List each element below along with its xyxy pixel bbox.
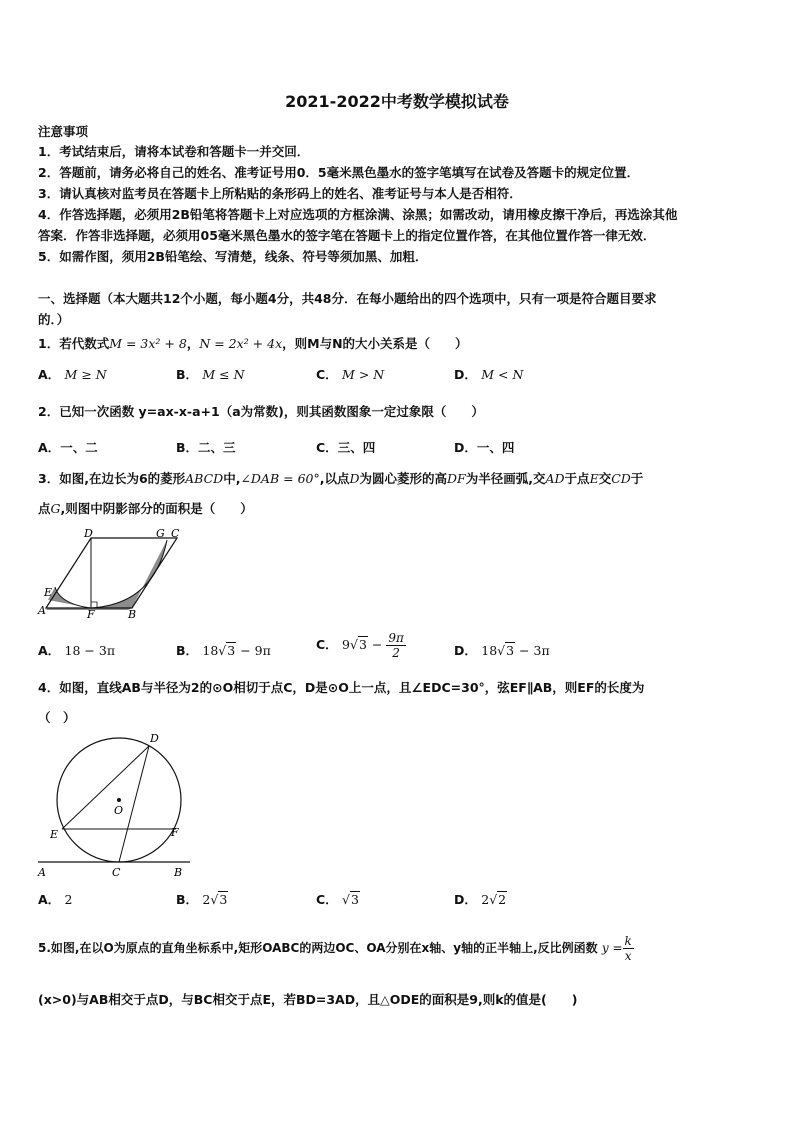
notice-item-3: 3．请认真核对监考员在答题卡上所粘贴的条形码上的姓名、准考证号与本人是否相符． bbox=[38, 186, 522, 201]
q3-rhombus-figure bbox=[36, 528, 196, 620]
q3-option-b: B． 18√3 − 9π bbox=[176, 643, 271, 658]
q2-option-b: B．二、三 bbox=[176, 440, 236, 455]
q4-label-c: C bbox=[112, 866, 121, 878]
notice-heading: 注意事项 bbox=[38, 124, 89, 139]
q3-label-f: F bbox=[87, 608, 95, 620]
q4-option-b: B． 2√3 bbox=[176, 892, 228, 907]
q4-label-f: F bbox=[171, 826, 179, 839]
q3-stem-cont: 点G,则图中阴影部分的面积是（ ） bbox=[38, 501, 253, 516]
q3-option-a: A． 18 − 3π bbox=[38, 643, 116, 658]
q4-option-a: A． 2 bbox=[38, 892, 73, 907]
notice-item-1: 1．考试结束后，请将本试卷和答题卡一并交回． bbox=[38, 144, 310, 159]
q2-option-d: D．一、四 bbox=[454, 440, 515, 455]
q4-chord-ed bbox=[62, 746, 149, 829]
q3-option-c: C． 9√3 − $\frac{9\pi}{2}$ bbox=[316, 631, 404, 660]
q4-center-dot bbox=[117, 798, 121, 802]
q4-label-b: B bbox=[174, 866, 183, 878]
q1-m-expr: M = 3x² + 8 bbox=[109, 336, 187, 351]
notice-item-2: 2．答题前，请务必将自己的姓名、准考证号用0．5毫米黑色墨水的签字笔填写在试卷及答题卡的规定位置． bbox=[38, 165, 640, 180]
q4-chord-dc bbox=[119, 746, 149, 862]
q3-label-a: A bbox=[38, 604, 46, 617]
q4-circle-figure bbox=[34, 730, 196, 878]
q1-option-d: D． M < N bbox=[454, 367, 524, 382]
q1-option-c: C． M > N bbox=[316, 367, 385, 382]
q4-label-e: E bbox=[50, 828, 59, 841]
q3-label-d: D bbox=[84, 528, 93, 540]
q2-stem: 2．已知一次函数 y=ax-x-a+1（a为常数)，则其函数图象一定过象限（ ） bbox=[38, 404, 484, 419]
q3-shaded-left bbox=[48, 587, 91, 608]
q3-label-b: B bbox=[128, 608, 137, 620]
q3-label-g: G bbox=[156, 528, 165, 540]
q1-stem: 1．若代数式M = 3x² + 8，N = 2x² + 4x，则M与N的大小关系是（ ） bbox=[38, 336, 468, 351]
q1-option-a: A． M ≥ N bbox=[38, 367, 107, 382]
notice-item-4-cont: 答案．作答非选择题，必须用05毫米黑色墨水的签字笔在答题卡上的指定位置作答，在其他位置作答一律无效． bbox=[38, 228, 656, 243]
notice-item-4: 4．作答选择题，必须用2B铅笔将答题卡上对应选项的方框涂满、涂黑；如需改动，请用橡皮擦干净后，再选涂其他 bbox=[38, 207, 678, 222]
q4-label-o: O bbox=[114, 804, 124, 817]
q3-label-e: E bbox=[44, 586, 53, 599]
q4-label-a: A bbox=[38, 866, 46, 878]
page-title: 2021-2022中考数学模拟试卷 bbox=[285, 92, 509, 111]
q5-stem-cont: (x>0)与AB相交于点D，与BC相交于点E，若BD=3AD，且△ODE的面积是9,则k的值是( ) bbox=[38, 992, 578, 1007]
q3-option-d: D． 18√3 − 3π bbox=[454, 643, 550, 658]
q2-option-c: C．三、四 bbox=[316, 440, 376, 455]
section-heading-cont: 的．） bbox=[38, 312, 70, 327]
q1-option-b: B． M ≤ N bbox=[176, 367, 245, 382]
q3-label-c: C bbox=[171, 528, 180, 540]
q2-option-a: A．一、二 bbox=[38, 440, 98, 455]
notice-item-5: 5．如需作图，须用2B铅笔绘、写清楚，线条、符号等须加黑、加粗． bbox=[38, 249, 428, 264]
q4-option-c: C． √3 bbox=[316, 892, 359, 907]
q4-stem: 4．如图，直线AB与半径为2的⊙O相切于点C，D是⊙O上一点，且∠EDC=30°，弦EF∥AB，则EF的长度为 bbox=[38, 680, 645, 695]
q4-stem-cont: （ ） bbox=[38, 710, 76, 725]
q4-label-d: D bbox=[150, 732, 159, 745]
q4-option-d: D． 2√2 bbox=[454, 892, 507, 907]
q3-rhombus-edges bbox=[46, 538, 177, 608]
q1-n-expr: N = 2x² + 4x bbox=[199, 336, 283, 351]
section-heading: 一、选择题（本大题共12个小题，每小题4分，共48分．在每小题给出的四个选项中，只有一项是符合题目要求 bbox=[38, 291, 657, 306]
q5-stem: 5.如图,在以O为原点的直角坐标系中,矩形OABC的两边OC、OA分别在x轴、y轴的正半轴上,反比例函数 y = $\frac{k}{x}$ bbox=[38, 934, 632, 963]
q3-stem: 3．如图,在边长为6的菱形ABCD中,∠DAB = 60°,以点D为圆心菱形的高DF为半径画弧,交AD于点E交CD于 bbox=[38, 471, 644, 486]
